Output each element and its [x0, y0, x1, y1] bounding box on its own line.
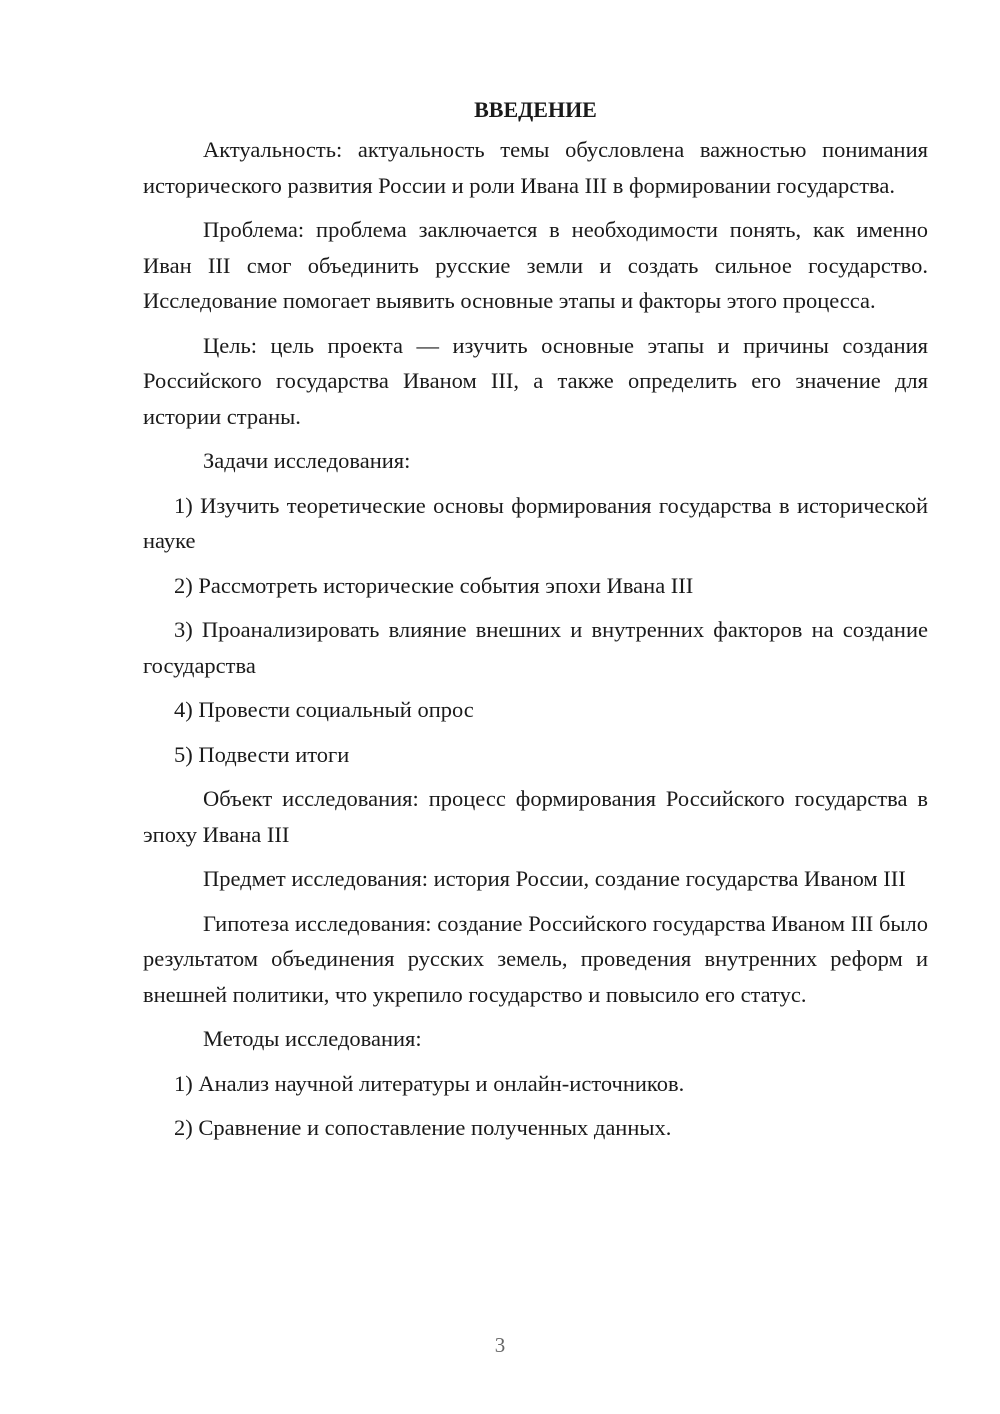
- subject-paragraph: Предмет исследования: история России, создание государства Иваном III: [203, 866, 906, 891]
- tasks-heading: Задачи исследования:: [203, 448, 411, 473]
- task-item: 4) Провести социальный опрос: [174, 697, 474, 722]
- hypothesis-paragraph: Гипотеза исследования: создание Российского государства Иваном III было результатом объединения русских земель, проведения внутренних реформ и внешней политики, что укрепило государство и повысило его статус.: [143, 910, 928, 1007]
- task-item: 5) Подвести итоги: [174, 741, 350, 767]
- method-item: 2) Сравнение и сопоставление полученных данных.: [174, 1115, 672, 1140]
- relevance-paragraph: Актуальность: актуальность темы обусловлена важностью понимания исторического развития России и роли Ивана III в формировании государства.: [143, 137, 928, 198]
- method-item: 1) Анализ научной литературы и онлайн-источников.: [174, 1070, 685, 1096]
- problem-paragraph: Проблема: проблема заключается в необходимости понять, как именно Иван III смог объединить русские земли и создать сильное государство. Исследование помогает выявить основные этапы и факторы этого процесса.: [143, 217, 928, 313]
- object-paragraph: Объект исследования: процесс формирования Российского государства в эпоху Ивана III: [143, 786, 928, 847]
- document-page: [143, 92, 928, 1155]
- methods-list: [143, 1066, 928, 1146]
- methods-heading: Методы исследования:: [203, 1026, 422, 1051]
- task-item: 3) Проанализировать влияние внешних и внутренних факторов на создание государства: [143, 617, 928, 678]
- page-number: 3: [494, 1333, 506, 1357]
- goal-paragraph: Цель: цель проекта — изучить основные этапы и причины создания Российского государства Иваном III, а также определить его значение для истории страны.: [143, 332, 928, 429]
- tasks-list: [143, 488, 928, 773]
- task-item: 1) Изучить теоретические основы формирования государства в исторической науке: [143, 492, 928, 553]
- task-item: 2) Рассмотреть исторические события эпохи Ивана III: [174, 572, 694, 598]
- section-title: ВВЕДЕНИЕ: [474, 97, 597, 122]
